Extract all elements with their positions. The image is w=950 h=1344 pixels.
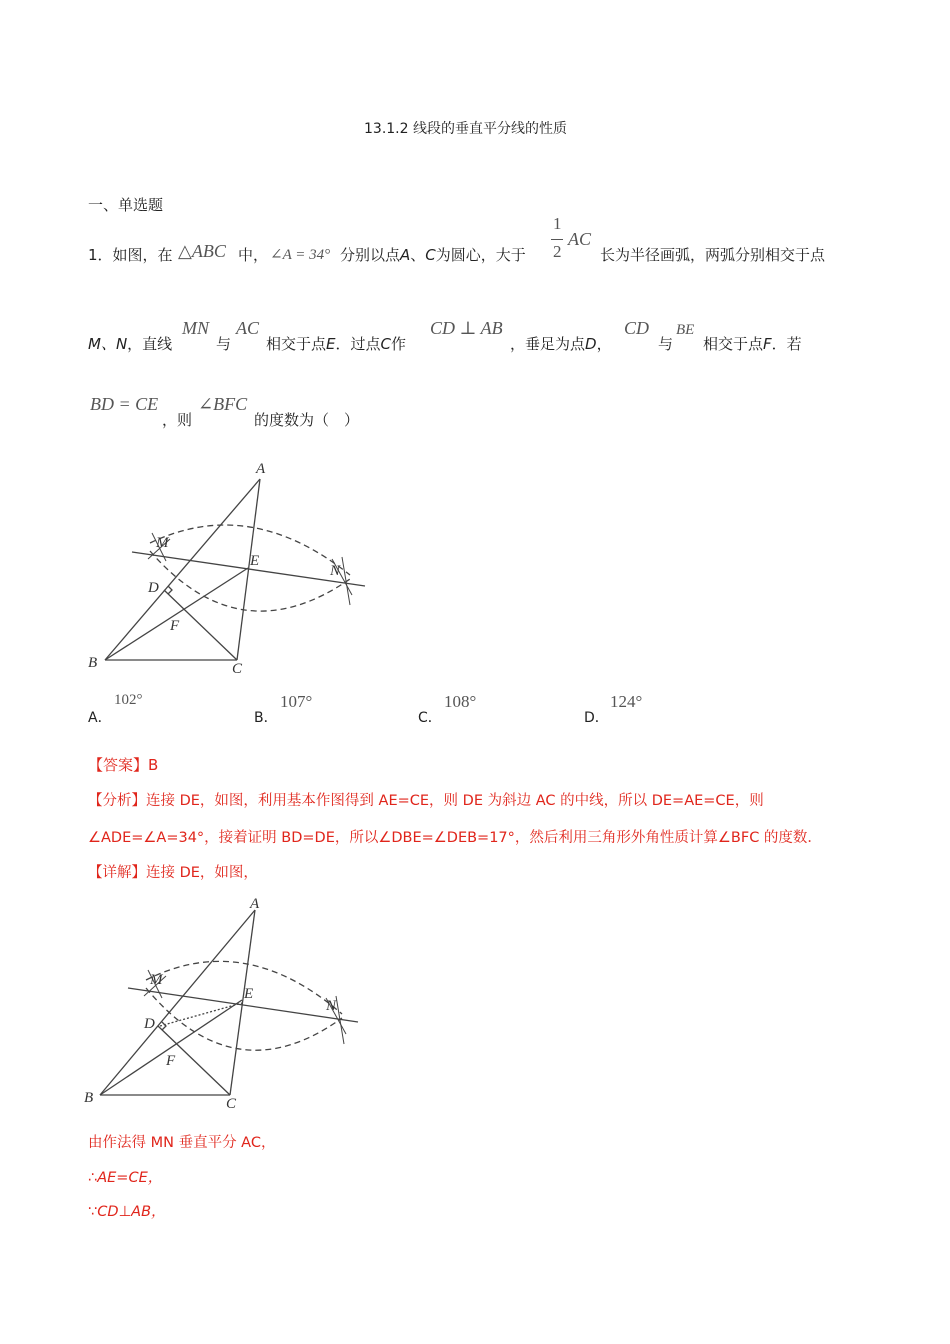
detail-label: 【详解】 <box>88 865 146 881</box>
answer-line <box>88 754 158 775</box>
point-label: C <box>380 335 391 353</box>
answer-label: 【答案】 <box>88 756 149 774</box>
segment-be <box>105 568 248 660</box>
label-e: E <box>244 986 254 1002</box>
q-text-part: ．若 <box>771 335 802 353</box>
q-text: 长为半径画弧，两弧分别相交于点 <box>600 246 826 264</box>
fraction-numerator: 1 <box>553 214 562 233</box>
label-n: N <box>330 563 341 579</box>
right-angle-mark <box>162 1022 166 1030</box>
option-d-letter: D． <box>584 710 609 726</box>
segment-be <box>100 1000 242 1095</box>
q-text <box>703 333 802 354</box>
option-a-value: 102° <box>114 692 143 708</box>
q-text: 与 <box>216 335 232 353</box>
label-b: B <box>88 655 98 671</box>
math-cd: CD <box>624 318 650 338</box>
option-b-value: 107° <box>280 692 313 711</box>
q-text: 的度数为（ ） <box>254 411 360 429</box>
math-ac-2: AC <box>236 318 260 338</box>
side-ab <box>100 910 255 1095</box>
q-text <box>266 333 406 354</box>
analysis-label: 【分析】 <box>88 793 146 809</box>
right-angle-mark <box>168 586 172 594</box>
math-ac: AC <box>568 229 592 249</box>
point-label: A <box>400 246 411 264</box>
label-m: M <box>156 535 169 551</box>
option-d-value: 124° <box>610 692 643 711</box>
step-2: ∴AE=CE， <box>88 1170 163 1186</box>
option-c-value: 108° <box>444 692 477 711</box>
math-angle-a: ∠A = 34° <box>270 247 331 263</box>
q-text: ，则 <box>162 411 193 429</box>
side-ab <box>105 479 260 660</box>
label-m: M <box>150 972 163 988</box>
point-label: M、N <box>88 335 128 353</box>
line-mn <box>128 988 358 1022</box>
label-a: A <box>250 896 260 912</box>
detail-text-1: 连接 DE，如图， <box>146 865 258 881</box>
q-text: 中， <box>238 246 269 264</box>
option-a-letter: A． <box>88 710 112 726</box>
step-1: 由作法得 MN 垂直平分 AC， <box>88 1135 276 1151</box>
q-text-part: ，直线 <box>127 335 173 353</box>
option-c-letter: C． <box>418 710 442 726</box>
q-text <box>340 244 526 265</box>
q-text-part: 分别以点 <box>340 246 401 264</box>
math-angle-bfc: ∠BFC <box>198 394 248 414</box>
point-label: F <box>763 335 772 353</box>
section-heading: 一、单选题 <box>88 196 164 214</box>
detail-line-1 <box>88 861 258 882</box>
side-ac <box>230 910 255 1095</box>
label-c: C <box>232 661 243 677</box>
solution-figure <box>80 890 380 1115</box>
math-bd-ce: BD = CE <box>90 394 159 414</box>
label-n: N <box>326 998 337 1014</box>
math-be: BE <box>676 322 695 338</box>
q-text-part: ， <box>596 335 612 353</box>
q-text <box>88 333 172 354</box>
q-text: 如图，在 <box>112 246 173 264</box>
label-d: D <box>148 580 159 596</box>
q-text <box>510 333 612 354</box>
label-b: B <box>84 1090 94 1106</box>
point-label: C <box>425 246 436 264</box>
segment-de-dotted <box>160 1003 242 1026</box>
question-number: 1． <box>88 246 113 264</box>
page-title: 13.1.2 线段的垂直平分线的性质 <box>364 121 567 137</box>
analysis-text-2: ∠ADE=∠A=34°，接着证明 BD=DE，所以∠DBE=∠DEB=17°，然后利用三角形外角性质计算∠BFC 的度数． <box>88 830 822 846</box>
math-triangle-abc: △ABC <box>178 241 226 261</box>
q-text-part: 相交于点 <box>266 335 327 353</box>
q-text-part: 、 <box>410 246 426 264</box>
question-line-1 <box>88 244 173 265</box>
point-label: E <box>326 335 336 353</box>
label-f: F <box>170 618 180 634</box>
math-cd-perp-ab: CD ⊥ AB <box>430 318 503 338</box>
answer-value: B <box>148 756 159 774</box>
label-e: E <box>250 553 260 569</box>
question-figure <box>80 455 380 680</box>
fraction-denominator: 2 <box>553 242 562 261</box>
q-text-part: ．过点 <box>335 335 381 353</box>
q-text-part: 为圆心，大于 <box>435 246 526 264</box>
q-text: 与 <box>658 335 674 353</box>
label-a: A <box>256 461 266 477</box>
label-c: C <box>226 1096 237 1112</box>
fraction-bar <box>551 239 563 240</box>
step-3: ∵CD⊥AB， <box>88 1204 166 1220</box>
q-text-part: 相交于点 <box>703 335 764 353</box>
analysis-text-1: 连接 DE，如图，利用基本作图得到 AE=CE，则 DE 为斜边 AC 的中线，所以 DE=AE=CE，则 <box>146 793 764 809</box>
q-text-part: 作 <box>391 335 407 353</box>
point-label: D <box>585 335 597 353</box>
option-b-letter: B． <box>254 710 278 726</box>
label-d: D <box>144 1016 155 1032</box>
math-mn: MN <box>182 318 209 338</box>
q-text-part: ，垂足为点 <box>510 335 586 353</box>
label-f: F <box>166 1053 176 1069</box>
analysis-line-1 <box>88 789 764 810</box>
